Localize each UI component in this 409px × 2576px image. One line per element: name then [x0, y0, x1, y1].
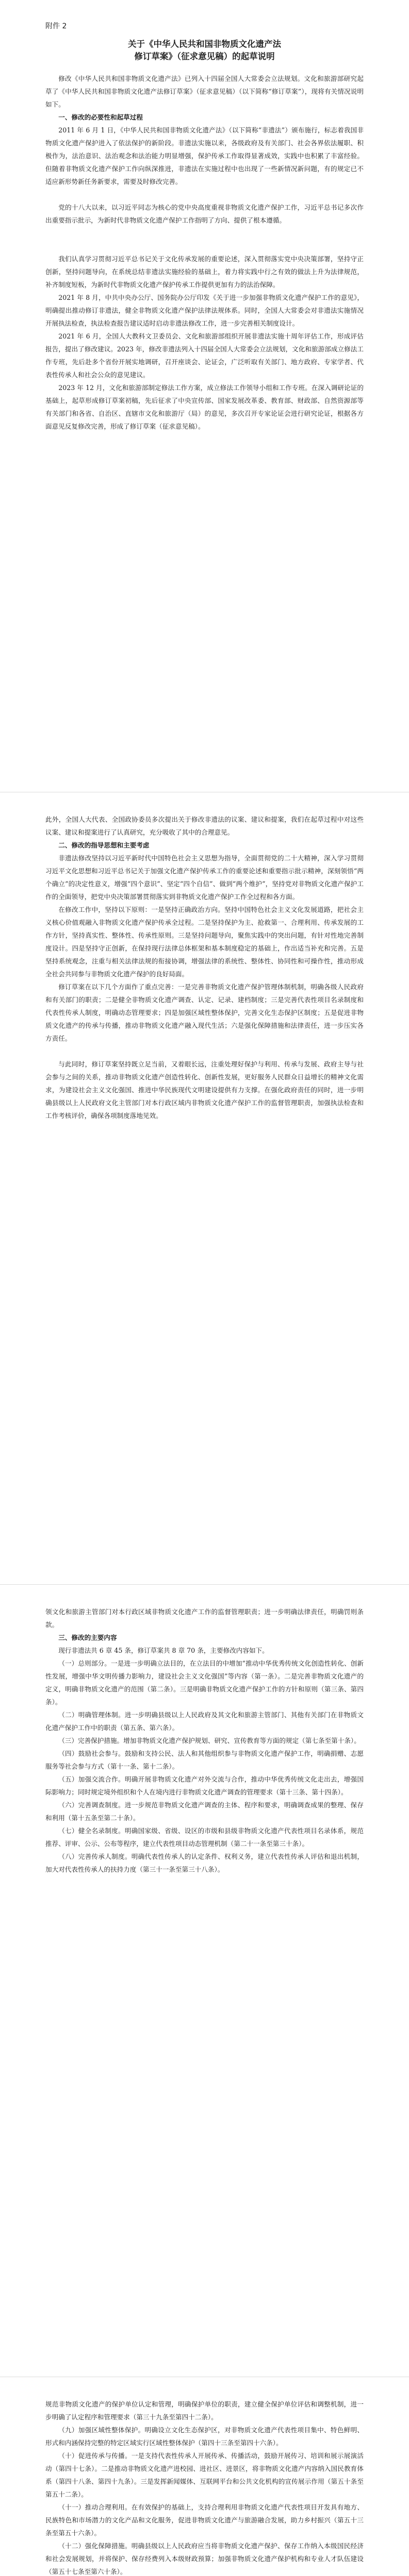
body-paragraph: 在修改工作中，坚持以下原则：一是坚持正确政治方向。坚持中国特色社会主义文化发展道路，把社会主义核心价值观融入非物质文化遗产保护传承全过程。二是坚持保护为主、抢救第一、合理利用、传承发展的工作方针，坚持真实性、整体性、传承性原则。三是坚持问题导向，聚焦实践中的突出问题，有针对性地完善制度设计。四是坚持守正创新，在保持现行法律总体框架和基本制度稳定的基础上，作出适当补充和完善。五是坚持系统观念，注重与相关法律法规的衔接协调，增强法律的系统性、整体性、协同性和可操作性，推动形成全社会共同参与非物质文化遗产保护的良好局面。: [45, 906, 364, 978]
body-paragraph: 领文化和旅游主管部门对本行政区域非物质文化遗产工作的监督管理职责；进一步明确法律责任，明确罚则条款。: [45, 1608, 364, 1629]
title-line: 关于《中华人民共和国非物质文化遗产法: [128, 39, 281, 49]
document-title: [45, 38, 364, 63]
body-paragraph: 规范非物质文化遗产的保护单位认定和管理，明确保护单位的职责，建立健全保护单位评估和调整机制，进一步明确了认定程序和管理要求（第三十九条至第四十二条）。: [45, 2400, 364, 2421]
body-paragraph: （二）明确管理体制。进一步明确县级以上人民政府及其文化和旅游主管部门、其他有关部门在非物质文化遗产保护工作中的职责（第五条、第六条）。: [45, 1711, 364, 1732]
document-page: [0, 792, 409, 1585]
body-paragraph: （一）总则部分。一是进一步明确立法目的，在立法目的中增加“推动中华优秀传统文化创造性转化、创新性发展，增强中华文明传播力影响力，建设社会主义文化强国”等内容（第一条）。二是完善非物质文化遗产的定义，明确非物质文化遗产的范围（第二条）。三是明确非物质文化遗产保护工作的方针和原则（第三条、第四条）。: [45, 1659, 364, 1706]
page-content: [45, 813, 364, 1122]
attachment-label: 附件 2: [45, 22, 67, 30]
blank-line: [45, 188, 364, 201]
body-paragraph: 修订草案在以下几个方面作了重点完善：一是完善非物质文化遗产保护管理体制机制，明确各级人民政府和有关部门的职责；二是健全非物质文化遗产调查、认定、记录、建档制度；三是完善代表性项目名录制度和代表性传承人制度，明确动态管理要求；四是加强区域性整体保护，完善文化生态保护区制度；五是促进非物质文化遗产的传承与传播，推动非物质文化遗产融入现代生活；六是强化保障措施和法律责任，进一步压实各方责任。: [45, 983, 364, 1042]
body-paragraph: （十一）推动合理利用。在有效保护的基础上，支持合理利用非物质文化遗产代表性项目开发具有地方、民族特色和市场潜力的文化产品和文化服务，促进非物质文化遗产与旅游融合发展，助力乡村振兴（第五十三条至第五十六条）。: [45, 2503, 364, 2537]
page-content: [45, 1605, 364, 1876]
title-line: 修订草案》（征求意见稿）的起草说明: [134, 52, 275, 61]
body-paragraph: 2021 年 8 月，中共中央办公厅、国务院办公厅印发《关于进一步加强非物质文化遗产保护工作的意见》，明确提出推动修订非遗法，健全非物质文化遗产保护法律法规体系。同时，全国人大常委会对非遗法实施情况开展执法检查，执法检查报告建议适时启动非遗法修改工作，进一步完善相关制度设计。: [45, 294, 364, 327]
page-content: [45, 21, 364, 433]
blank-line: [45, 240, 364, 252]
body-paragraph: 2011 年 6 月 1 日，《中华人民共和国非物质文化遗产法》（以下简称“非遗法”）颁布施行，标志着我国非物质文化遗产保护进入了依法保护的新阶段。非遗法实施以来，各级政府及有关部门、社会各界依法履职、积极作为，法治意识、法治观念和法治能力明显增强，保护传承工作取得显著成效，实践中也积累了丰富经验。但随着非物质文化遗产保护工作向纵深推进，非遗法在实施过程中也出现了一些新情况新问题，有的规定已不适应新形势新任务新要求，需要及时修改完善。: [45, 126, 364, 185]
section-heading: 三、修改的主要内容: [58, 1634, 117, 1641]
page-content: [45, 2398, 364, 2576]
body-paragraph: （十）促进传承与传播。一是支持代表性传承人开展传承、传播活动，鼓励开展传习、培训和展示展演活动（第四十七条）。二是推动非物质文化遗产进校园、进社区、进景区，将非物质文化遗产内容纳入国民教育体系（第四十八条、第四十九条）。三是发挥新闻媒体、互联网平台和公共文化机构的宣传展示作用（第五十条至第五十二条）。: [45, 2452, 364, 2498]
body-paragraph: 非遗法修改坚持以习近平新时代中国特色社会主义思想为指导，全面贯彻党的二十大精神，深入学习贯彻习近平文化思想和习近平总书记关于加强文化遗产保护传承工作的重要论述和重要指示批示精神，深刻领悟“两个确立”的决定性意义，增强“四个意识”、坚定“四个自信”、做到“两个维护”，坚持党对非物质文化遗产保护工作的全面领导，把党中央决策部署贯彻落实到非物质文化遗产保护工作全过程和各方面。: [45, 854, 364, 901]
body-paragraph: （十二）强化保障措施。明确县级以上人民政府应当将非物质文化遗产保护、保存工作纳入本级国民经济和社会发展规划，并将保护、保存经费列入本级财政预算；加强非物质文化遗产保护机构和专业人才队伍建设（第五十七条至第六十条）。: [45, 2542, 364, 2575]
body-paragraph: （五）加强交流合作。明确开展非物质文化遗产对外交流与合作，推动中华优秀传统文化走出去，增强国际影响力；同时规定境外组织和个人在境内进行非物质文化遗产调查的管理要求（第十三条、第十四条）。: [45, 1775, 364, 1796]
body-paragraph: （四）鼓励社会参与。鼓励和支持公民、法人和其他组织参与非物质文化遗产保护工作，明确捐赠、志愿服务等社会参与方式（第十一条、第十二条）。: [45, 1750, 364, 1770]
body-paragraph: 现行非遗法共 6 章 45 条，修订草案共 8 章 70 条，主要修改内容如下。: [58, 1647, 269, 1654]
document-page: [0, 1585, 409, 2377]
body-paragraph: 党的十八大以来，以习近平同志为核心的党中央高度重视非物质文化遗产保护工作，习近平总书记多次作出重要指示批示，为新时代非物质文化遗产保护工作指明了方向、提供了根本遵循。: [45, 204, 364, 224]
body-paragraph: （六）完善调查制度。进一步规范非物质文化遗产调查的主体、程序和要求，明确调查成果的整理、保存和利用（第十五条至第二十条）。: [45, 1801, 364, 1822]
body-paragraph: （八）完善传承人制度。明确代表性传承人的认定条件、权利义务，建立代表性传承人评估和退出机制，加大对代表性传承人的扶持力度（第三十一条至第三十八条）。: [45, 1853, 364, 1873]
body-paragraph: 与此同时，修订草案坚持既立足当前，又着眼长远，注重处理好保护与利用、传承与发展、政府主导与社会参与之间的关系，推动非物质文化遗产创造性转化、创新性发展，更好服务人民群众日益增长的精神文化需求，为建设社会主义文化强国、推进中华民族现代文明建设提供有力支撑。在强化政府责任的同时，进一步明确县级以上人民政府文化主管部门对本行政区域内非物质文化遗产保护工作的监督管理职责，加强执法检查和工作考核评价，确保各项制度落地见效。: [45, 1060, 364, 1120]
body-paragraph: 2023 年 12 月，文化和旅游部制定修法工作方案，成立修法工作领导小组和工作专班。在深入调研论证的基础上，起草形成修订草案初稿，先后征求了中央宣传部、国家发展改革委、教育部、财政部、自然资源部等有关部门和各省、自治区、直辖市文化和旅游厅（局）的意见，多次召开专家论证会进行研究论证，根据各方面意见反复修改完善，形成了修订草案（征求意见稿）。: [45, 384, 364, 430]
body-paragraph: （九）加强区域性整体保护。明确设立文化生态保护区，对非物质文化遗产代表性项目集中、特色鲜明、形式和内涵保持完整的特定区域实行区域性整体保护（第四十三条至第四十六条）。: [45, 2426, 364, 2447]
body-paragraph: （三）完善保护措施。增加非物质文化遗产保护规划、研究、宣传教育等方面的规定（第七条至第十条）。: [58, 1737, 361, 1744]
body-paragraph: 我们认真学习贯彻习近平总书记关于文化传承发展的重要论述，深入贯彻落实党中央决策部署，坚持守正创新，坚持问题导向，在系统总结非遗法实施经验的基础上，着力将实践中行之有效的做法上升为法律规范，补齐制度短板，为新时代非物质文化遗产保护传承工作提供更加有力的法治保障。: [45, 255, 364, 289]
body-paragraph: 修改《中华人民共和国非物质文化遗产法》已列入十四届全国人大常委会立法规划。文化和旅游部研究起草了《中华人民共和国非物质文化遗产法修订草案》（征求意见稿）（以下简称“修订草案”），现将有关情况说明如下。: [45, 75, 364, 108]
body-paragraph: （七）健全名录制度。明确国家级、省级、设区的市级和县级非物质文化遗产代表性项目名录体系，规范推荐、评审、公示、公布等程序，建立代表性项目动态管理机制（第二十一条至第三十条）。: [45, 1827, 364, 1848]
document-page: [0, 0, 409, 792]
section-heading: 二、修改的指导思想和主要考虑: [58, 841, 150, 849]
blank-line: [45, 227, 364, 240]
body-paragraph: 2021 年 6 月，全国人大教科文卫委员会、文化和旅游部组织开展非遗法实施十周年评估工作，形成评估报告，提出了修改建议。2023 年，修改非遗法列入十四届全国人大常委会立法规划，文化和旅游部成立修法工作专班，先后赴多个省份开展实地调研，召开座谈会、论证会，广泛听取有关部门、地方政府、专家学者、代表性传承人和社会公众的意见建议。: [45, 332, 364, 379]
section-heading: 一、修改的必要性和起草过程: [58, 113, 143, 121]
blank-line: [45, 1045, 364, 1058]
body-paragraph: 此外，全国人大代表、全国政协委员多次提出关于修改非遗法的议案、建议和提案，我们在起草过程中对这些议案、建议和提案进行了认真研究，充分吸收了其中的合理意见。: [45, 816, 364, 836]
document-page: [0, 2377, 409, 2576]
